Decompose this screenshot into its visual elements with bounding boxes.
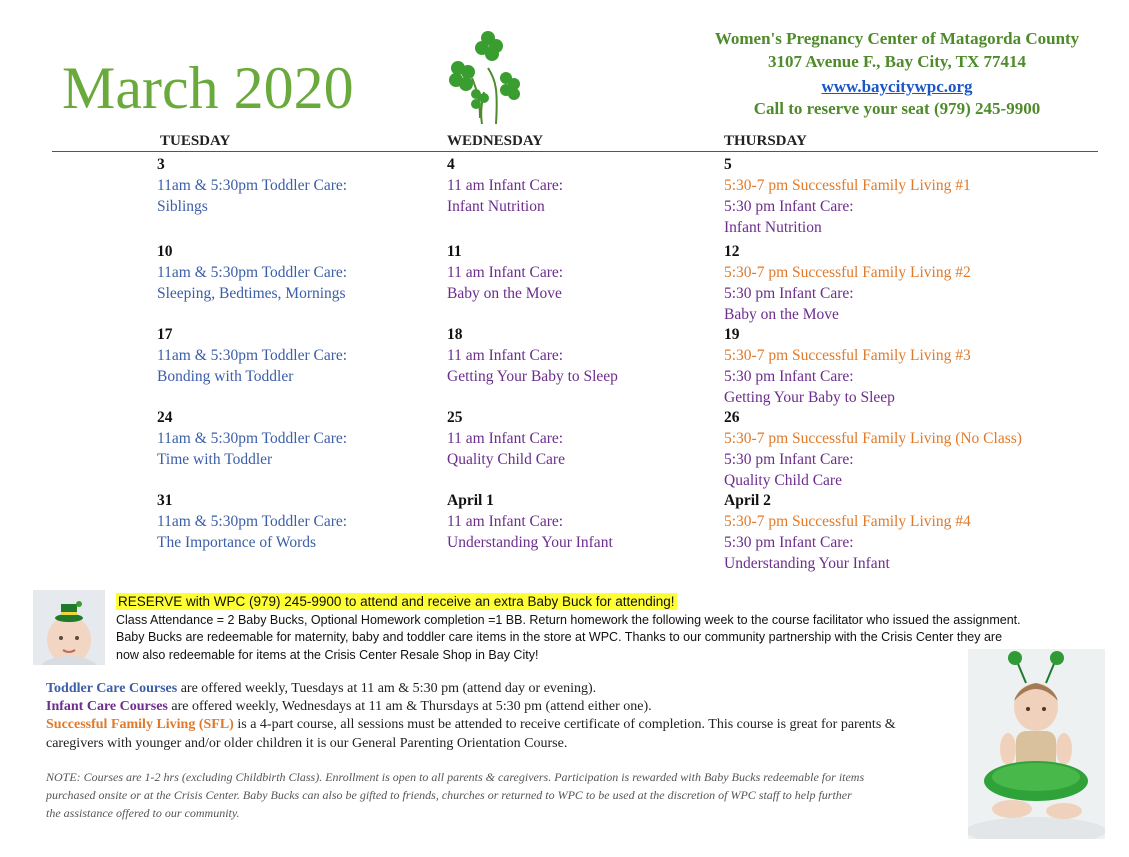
class-time: 11 am Infant Care: bbox=[447, 264, 564, 281]
calendar-cell-wed bbox=[447, 490, 613, 553]
sfl-course-desc-cont: caregivers with younger and/or older children it is our General Parenting Orientation Course. bbox=[46, 736, 568, 751]
date-label: 4 bbox=[447, 156, 455, 173]
class-time: 5:30 pm Infant Care: bbox=[724, 198, 854, 215]
calendar-cell-thu bbox=[724, 154, 971, 238]
class-time: 11am & 5:30pm Toddler Care: bbox=[157, 347, 348, 364]
class-time: 11 am Infant Care: bbox=[447, 430, 564, 447]
calendar-cell-wed bbox=[447, 407, 565, 470]
note-line: purchased onsite or at the Crisis Center. Baby Bucks can also be gifted to friends, churches or returned to WPC to be used at the discretion of WPC staff to help further bbox=[46, 788, 852, 802]
note-line: the assistance offered to our community. bbox=[46, 806, 240, 820]
class-time: 5:30 pm Infant Care: bbox=[724, 368, 854, 385]
class-topic: Infant Nutrition bbox=[724, 219, 822, 236]
calendar-cell-wed bbox=[447, 324, 618, 387]
date-label: 3 bbox=[157, 156, 165, 173]
sfl-session: 5:30-7 pm Successful Family Living #4 bbox=[724, 513, 971, 530]
sfl-session: 5:30-7 pm Successful Family Living (No Class) bbox=[724, 430, 1022, 447]
org-address: 3107 Avenue F., Bay City, TX 77414 bbox=[767, 52, 1027, 71]
calendar-cell-thu bbox=[724, 407, 1022, 491]
class-topic: Infant Nutrition bbox=[447, 198, 545, 215]
header-divider bbox=[52, 151, 1098, 152]
note-line: NOTE: Courses are 1-2 hrs (excluding Childbirth Class). Enrollment is open to all parents & caregivers. Participation is rewarded with Baby Bucks redeemable for items bbox=[46, 770, 865, 784]
calendar-cell-wed bbox=[447, 154, 563, 217]
class-topic: Quality Child Care bbox=[724, 472, 842, 489]
date-label: 19 bbox=[724, 326, 740, 343]
infant-course-desc bbox=[46, 697, 652, 716]
calendar-cell-thu bbox=[724, 324, 971, 408]
class-time: 5:30 pm Infant Care: bbox=[724, 451, 854, 468]
day-header-wednesday: WEDNESDAY bbox=[447, 133, 544, 149]
class-topic: Baby on the Move bbox=[724, 306, 839, 323]
class-time: 11am & 5:30pm Toddler Care: bbox=[157, 513, 348, 530]
note-paragraph bbox=[46, 768, 956, 822]
baby-in-green-tutu-photo bbox=[968, 649, 1105, 839]
class-topic: Understanding Your Infant bbox=[724, 555, 890, 572]
page-title: March 2020 bbox=[62, 55, 354, 121]
date-label: April 2 bbox=[724, 492, 771, 509]
date-label: 12 bbox=[724, 243, 740, 260]
shamrock-clover-icon bbox=[436, 28, 526, 126]
sfl-course-text: is a 4-part course, all sessions must be attended to receive certificate of completion. This course is great for parents & bbox=[233, 717, 896, 732]
calendar-cell-tue bbox=[157, 324, 347, 387]
class-topic: Time with Toddler bbox=[157, 451, 273, 468]
calendar-cell-tue bbox=[157, 407, 347, 470]
class-time: 5:30 pm Infant Care: bbox=[724, 534, 854, 551]
class-time: 11 am Infant Care: bbox=[447, 347, 564, 364]
org-website-link[interactable]: www.baycitywpc.org bbox=[821, 77, 973, 96]
infant-course-text: are offered weekly, Wednesdays at 11 am & Thursdays at 5:30 pm (attend either one). bbox=[167, 699, 652, 714]
class-time: 11 am Infant Care: bbox=[447, 177, 564, 194]
date-label: 24 bbox=[157, 409, 173, 426]
toddler-course-name: Toddler Care Courses bbox=[46, 681, 178, 696]
date-label: 26 bbox=[724, 409, 740, 426]
date-label: 31 bbox=[157, 492, 173, 509]
class-time: 11 am Infant Care: bbox=[447, 513, 564, 530]
date-label: 17 bbox=[157, 326, 173, 343]
date-label: 18 bbox=[447, 326, 463, 343]
calendar-cell-tue bbox=[157, 154, 347, 217]
baby-bucks-line: now also redeemable for items at the Crisis Center Resale Shop in Bay City! bbox=[116, 648, 539, 662]
date-label: 25 bbox=[447, 409, 463, 426]
class-topic: Siblings bbox=[157, 198, 208, 215]
class-topic: Quality Child Care bbox=[447, 451, 565, 468]
class-topic: The Importance of Words bbox=[157, 534, 317, 551]
sfl-session: 5:30-7 pm Successful Family Living #3 bbox=[724, 347, 971, 364]
calendar-cell-wed bbox=[447, 241, 563, 304]
class-time: 11am & 5:30pm Toddler Care: bbox=[157, 177, 348, 194]
date-label: 11 bbox=[447, 243, 462, 260]
class-topic: Getting Your Baby to Sleep bbox=[447, 368, 618, 385]
baby-bucks-line: Class Attendance = 2 Baby Bucks, Optional Homework completion =1 BB. Return homework the following week to the course facilitator who issued the assignment. bbox=[116, 613, 1021, 627]
class-topic: Bonding with Toddler bbox=[157, 368, 294, 385]
infant-course-name: Infant Care Courses bbox=[46, 699, 168, 714]
class-topic: Baby on the Move bbox=[447, 285, 562, 302]
date-label: April 1 bbox=[447, 492, 494, 509]
class-time: 5:30 pm Infant Care: bbox=[724, 285, 854, 302]
sfl-course-desc bbox=[46, 715, 896, 734]
class-topic: Sleeping, Bedtimes, Mornings bbox=[157, 285, 346, 302]
org-phone-line: Call to reserve your seat (979) 245-9900 bbox=[753, 99, 1041, 118]
toddler-course-desc bbox=[46, 679, 596, 698]
calendar-cell-thu bbox=[724, 241, 971, 325]
org-name: Women's Pregnancy Center of Matagorda County bbox=[714, 29, 1080, 48]
toddler-course-text: are offered weekly, Tuesdays at 11 am & 5:30 pm (attend day or evening). bbox=[177, 681, 597, 696]
calendar-cell-tue bbox=[157, 490, 347, 553]
baby-with-green-hat-photo bbox=[33, 590, 105, 665]
class-time: 11am & 5:30pm Toddler Care: bbox=[157, 264, 348, 281]
day-header-thursday: THURSDAY bbox=[724, 133, 807, 149]
day-header-tuesday: TUESDAY bbox=[160, 133, 231, 149]
class-topic: Getting Your Baby to Sleep bbox=[724, 389, 895, 406]
date-label: 5 bbox=[724, 156, 732, 173]
reserve-highlight: RESERVE with WPC (979) 245-9900 to attend and receive an extra Baby Buck for attending! bbox=[118, 594, 675, 609]
class-topic: Understanding Your Infant bbox=[447, 534, 613, 551]
calendar-cell-thu bbox=[724, 490, 971, 574]
class-time: 11am & 5:30pm Toddler Care: bbox=[157, 430, 348, 447]
date-label: 10 bbox=[157, 243, 173, 260]
baby-bucks-line: Baby Bucks are redeemable for maternity, baby and toddler care items in the store at WPC. Thanks to our community partnership with the Crisis Center they are bbox=[116, 630, 1003, 644]
sfl-session: 5:30-7 pm Successful Family Living #2 bbox=[724, 264, 971, 281]
calendar-cell-tue bbox=[157, 241, 347, 304]
sfl-session: 5:30-7 pm Successful Family Living #1 bbox=[724, 177, 971, 194]
sfl-course-name: Successful Family Living (SFL) bbox=[46, 717, 234, 732]
